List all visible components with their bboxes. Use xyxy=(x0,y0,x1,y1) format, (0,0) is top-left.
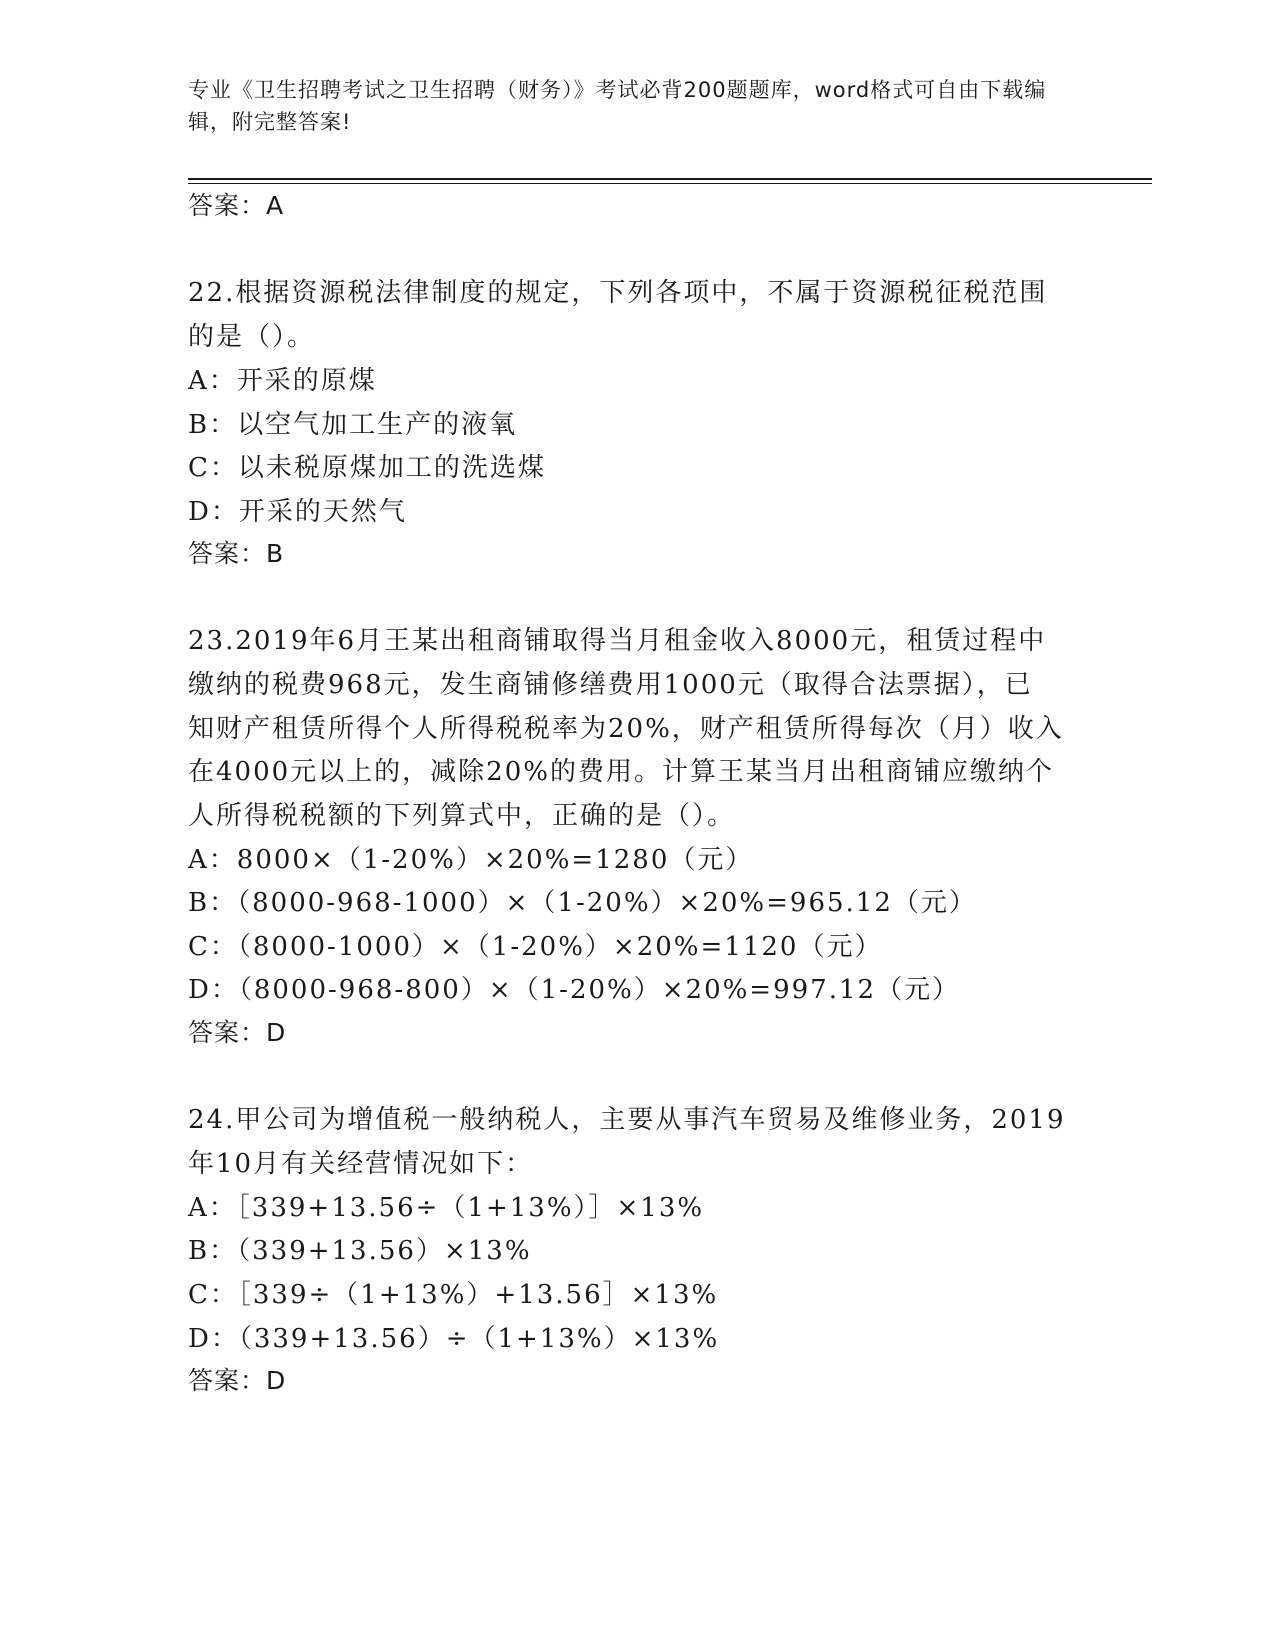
q23-stem-line-5: 人所得税税额的下列算式中，正确的是（）。 xyxy=(188,801,736,831)
header-divider-thin xyxy=(188,183,1152,184)
answer-q21: 答案：A xyxy=(188,191,285,220)
q22-stem-line-1: 22.根据资源税法律制度的规定，下列各项中，不属于资源税征税范围 xyxy=(188,278,1048,308)
q23-option-d: D：（8000-968-800）×（1-20%）×20%=997.12（元） xyxy=(188,975,961,1005)
q22-option-a: A：开采的原煤 xyxy=(188,366,377,396)
answer-q24: 答案：D xyxy=(188,1366,287,1395)
q22-option-b: B：以空气加工生产的液氧 xyxy=(188,410,518,440)
q24-option-a: A：［339+13.56÷（1+13%）］×13% xyxy=(188,1193,705,1223)
answer-q22: 答案：B xyxy=(188,539,285,568)
q23-stem-line-4: 在4000元以上的，减除20%的费用。计算王某当月出租商铺应缴纳个 xyxy=(188,757,1054,787)
q24-option-c: C：［339÷（1+13%）+13.56］×13% xyxy=(188,1280,719,1310)
q22-option-d: D：开采的天然气 xyxy=(188,497,407,527)
header-divider-thick xyxy=(188,178,1152,180)
q24-option-b: B：（339+13.56）×13% xyxy=(188,1236,532,1266)
q24-stem-line-2: 年10月有关经营情况如下： xyxy=(188,1149,534,1179)
q23-option-a: A：8000×（1-20%）×20%=1280（元） xyxy=(188,845,754,875)
answer-q23: 答案：D xyxy=(188,1018,287,1047)
q22-option-c: C：以未税原煤加工的洗选煤 xyxy=(188,453,546,483)
q23-stem-line-3: 知财产租赁所得个人所得税税率为20%，财产租赁所得每次（月）收入 xyxy=(188,714,1064,744)
q23-stem-line-2: 缴纳的税费968元，发生商铺修缮费用1000元（取得合法票据），已 xyxy=(188,670,1033,700)
q22-stem-line-2: 的是（）。 xyxy=(188,322,316,352)
q24-option-d: D：（339+13.56）÷（1+13%）×13% xyxy=(188,1324,720,1354)
q23-option-c: C：（8000-1000）×（1-20%）×20%=1120（元） xyxy=(188,932,883,962)
q23-stem-line-1: 23.2019年6月王某出租商铺取得当月租金收入8000元，租赁过程中 xyxy=(188,626,1047,656)
q23-option-b: B：（8000-968-1000）×（1-20%）×20%=965.12（元） xyxy=(188,888,977,918)
q24-stem-line-1: 24.甲公司为增值税一般纳税人，主要从事汽车贸易及维修业务，2019 xyxy=(188,1105,1066,1135)
page-header-title: 专业《卫生招聘考试之卫生招聘（财务）》考试必背200题题库，word格式可自由下载编辑，附完整答案! xyxy=(188,78,1047,134)
